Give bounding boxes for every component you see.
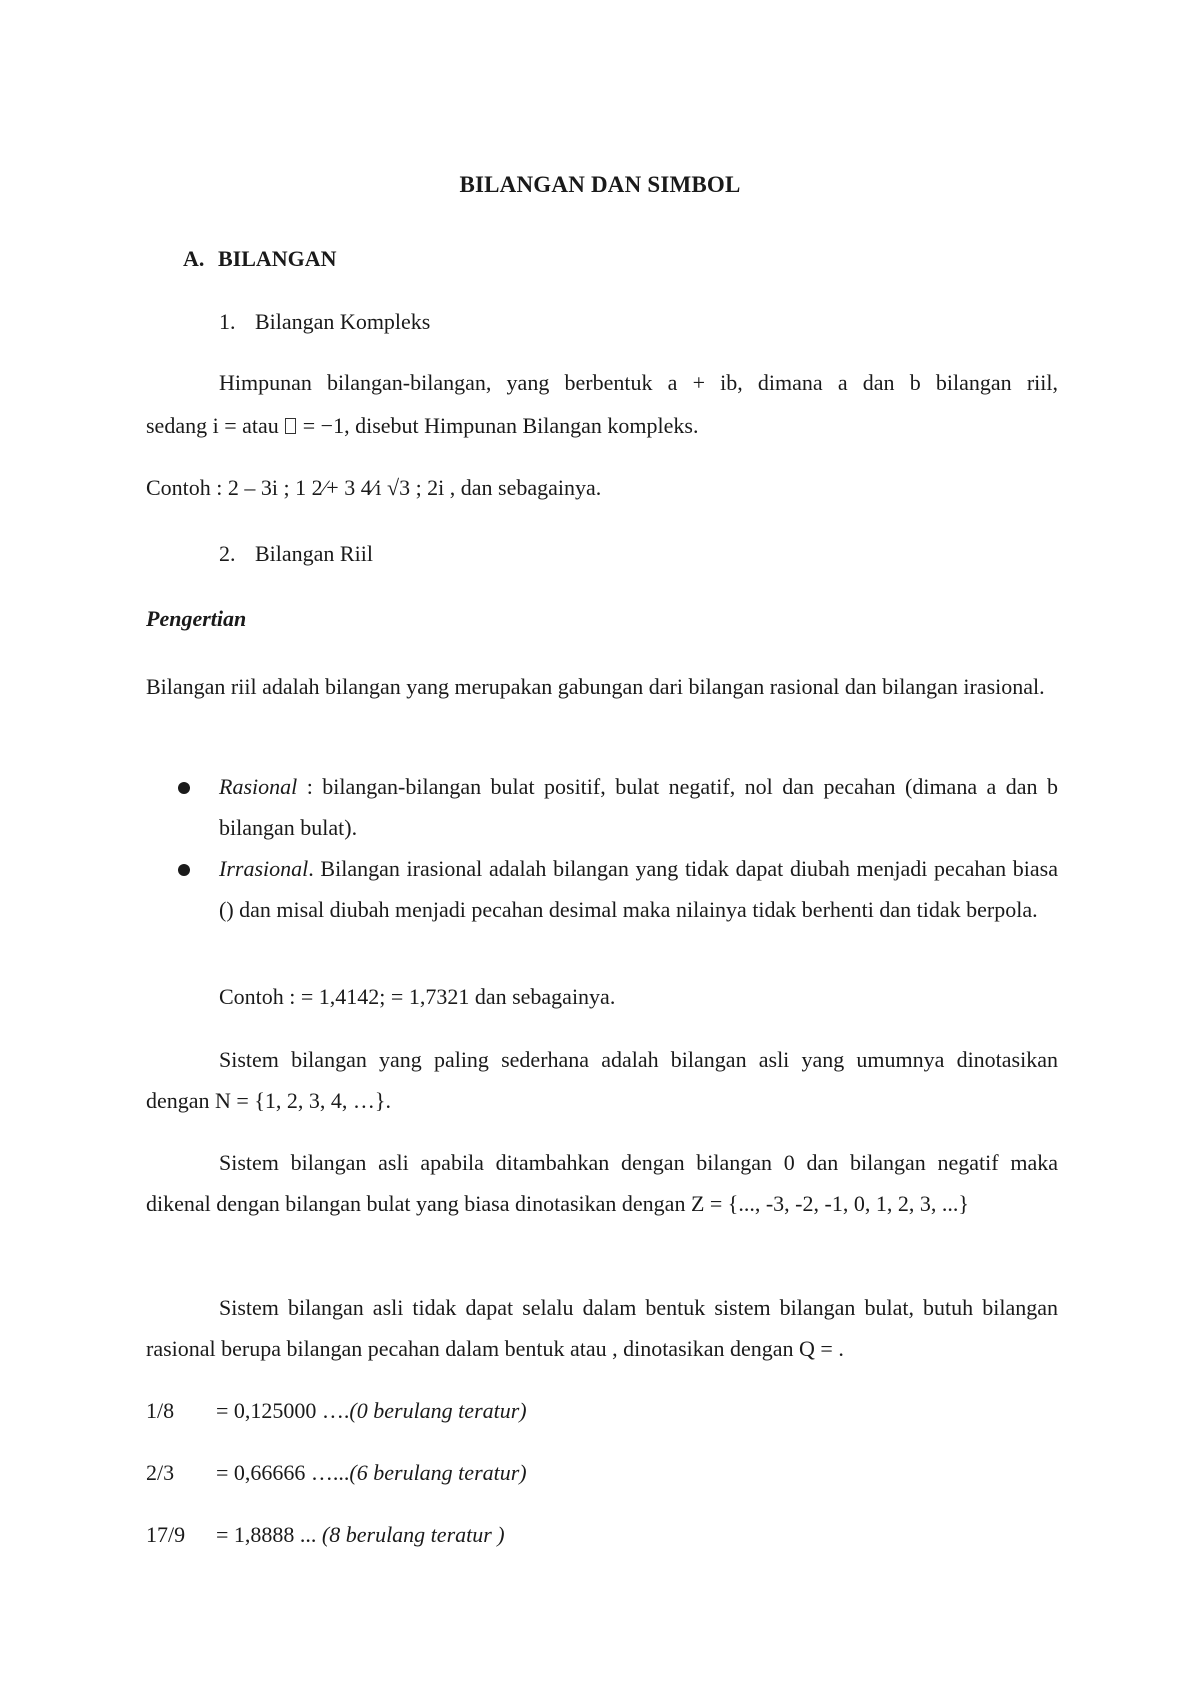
page-title: BILANGAN DAN SIMBOL xyxy=(459,172,741,197)
example-value xyxy=(216,1522,505,1548)
kompleks-line-1: Himpunan bilangan-bilangan, yang berbentuk a + ib, dimana a dan b bilangan riil, xyxy=(219,370,1058,395)
item-2-heading: Bilangan Riil xyxy=(255,541,373,566)
kompleks-contoh: Contoh : 2 – 3i ; 1 2∕+ 3 4∕i √3 ; 2i , dan sebagainya. xyxy=(146,475,602,500)
example-note: (0 berulang teratur) xyxy=(349,1398,527,1423)
irrasional-contoh: Contoh : = 1,4142; = 1,7321 dan sebagainya. xyxy=(219,984,616,1009)
example-decimal: = 0,125000 …. xyxy=(216,1398,350,1423)
bullet-icon xyxy=(178,864,190,876)
example-decimal: = 0,66666 …... xyxy=(216,1460,350,1485)
example-value xyxy=(216,1398,527,1424)
example-fraction: 1/8 xyxy=(146,1398,175,1423)
bullet-text: . Bilangan irasional adalah bilangan yang tidak dapat diubah menjadi pecahan biasa () dan misal diubah menjadi pecahan desimal maka nilainya tidak berhenti dan tidak berpola. xyxy=(219,856,1058,922)
example-note: (6 berulang teratur) xyxy=(349,1460,527,1485)
kompleks-line-2b: = −1, disebut Himpunan Bilangan kompleks. xyxy=(297,413,699,438)
paragraph-rasional: Sistem bilangan asli tidak dapat selalu dalam bentuk sistem bilangan bulat, butuh bilangan rasional berupa bilangan pecahan dalam bentuk atau , dinotasikan dengan Q = . xyxy=(146,1295,1058,1361)
bullet-term: Rasional xyxy=(219,774,298,799)
missing-glyph-icon xyxy=(285,418,296,434)
riil-definition: Bilangan riil adalah bilangan yang merupakan gabungan dari bilangan rasional dan bilangan irasional. xyxy=(146,674,1045,699)
bullet-term: Irrasional xyxy=(219,856,309,881)
kompleks-line-2a: sedang i = atau xyxy=(146,413,285,438)
bullet-icon xyxy=(178,782,190,794)
item-1-heading: Bilangan Kompleks xyxy=(255,309,431,334)
kompleks-line-2 xyxy=(146,413,699,439)
section-a-marker: A. xyxy=(183,246,205,271)
item-1-marker: 1. xyxy=(219,309,236,334)
pengertian-heading: Pengertian xyxy=(146,606,247,631)
example-decimal: = 1,8888 ... xyxy=(216,1522,322,1547)
item-2-marker: 2. xyxy=(219,541,236,566)
bullet-text: : bilangan-bilangan bulat positif, bulat negatif, nol dan pecahan (dimana a dan b bilangan bulat). xyxy=(219,774,1058,840)
paragraph-bulat: Sistem bilangan asli apabila ditambahkan dengan bilangan 0 dan bilangan negatif maka dikenal dengan bilangan bulat yang biasa dinotasikan dengan Z = {..., -3, -2, -1, 0, 1, 2, 3, ...} xyxy=(146,1150,1058,1216)
section-a-heading: BILANGAN xyxy=(218,246,337,271)
bullet-rasional xyxy=(219,766,1058,848)
example-value xyxy=(216,1460,527,1486)
paragraph-asli: Sistem bilangan yang paling sederhana adalah bilangan asli yang umumnya dinotasikan dengan N = {1, 2, 3, 4, …}. xyxy=(146,1047,1058,1113)
example-note: (8 berulang teratur ) xyxy=(321,1522,505,1547)
example-fraction: 2/3 xyxy=(146,1460,175,1485)
bullet-irrasional xyxy=(219,848,1058,930)
example-fraction: 17/9 xyxy=(146,1522,186,1547)
